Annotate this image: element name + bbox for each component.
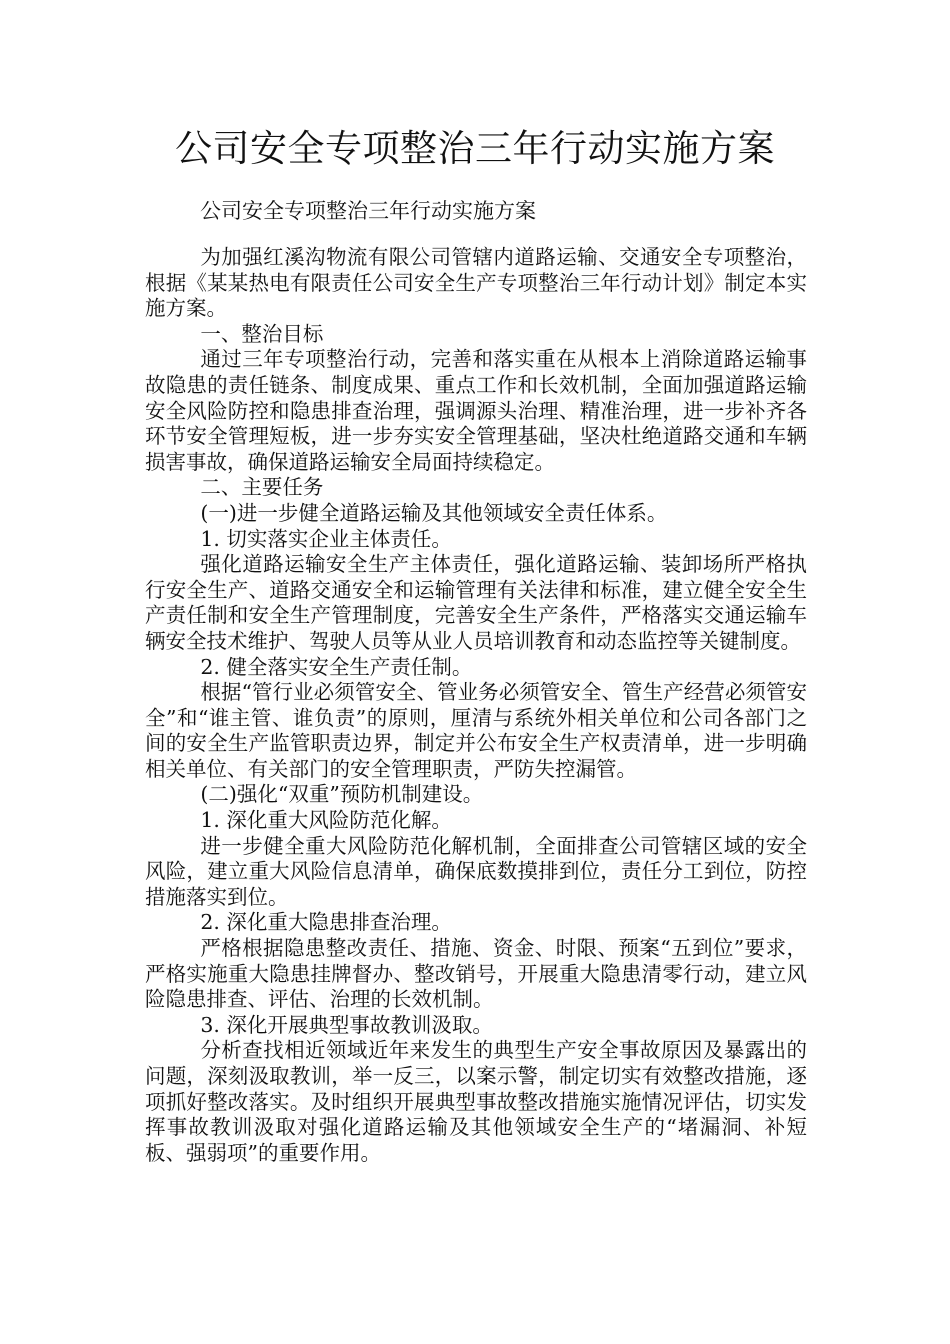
item-heading-responsibility-system: 2. 健全落实安全生产责任制。 xyxy=(200,654,473,679)
document-title: 公司安全专项整治三年行动实施方案 xyxy=(175,127,775,170)
paragraph-goals: 通过三年专项整治行动，完善和落实重在从根本上消除道路运输事故隐患的责任链条、制度成果、重点工作和长效机制，全面加强道路运输安全风险防控和隐患排查治理，强调源头治理、精准治理，进一步补齐各环节安全管理短板，进一步夯实安全管理基础，坚决杜绝道路交通和车辆损害事故，确保道路运输安全局面持续稳定。 xyxy=(145,347,807,474)
paragraph-enterprise: 强化道路运输安全生产主体责任，强化道路运输、装卸场所严格执行安全生产、道路交通安全和运输管理有关法律和标准，建立健全安全生产责任制和安全生产管理制度，完善安全生产条件，严格落实交通运输车辆安全技术维护、驾驶人员等从业人员培训教育和动态监控等关键制度。 xyxy=(145,552,807,653)
item-heading-enterprise: 1. 切实落实企业主体责任。 xyxy=(200,526,452,551)
document-body xyxy=(145,245,807,1166)
item-heading-major-risk: 1. 深化重大风险防范化解。 xyxy=(200,808,452,833)
item-heading-accident-lessons: 3. 深化开展典型事故教训汲取。 xyxy=(200,1012,493,1037)
intro-paragraph: 为加强红溪沟物流有限公司管辖内道路运输、交通安全专项整治，根据《某某热电有限责任公司安全生产专项整治三年行动计划》制定本实施方案。 xyxy=(145,245,807,321)
section-heading-tasks: 二、主要任务 xyxy=(200,475,324,500)
paragraph-responsibility-system: 根据“管行业必须管安全、管业务必须管安全、管生产经营必须管安全”和“谁主管、谁负责”的原则，厘清与系统外相关单位和公司各部门之间的安全生产监管职责边界，制定并公布安全生产权责清单，进一步明确相关单位、有关部门的安全管理职责，严防失控漏管。 xyxy=(145,680,807,781)
section-heading-goals: 一、整治目标 xyxy=(200,321,324,346)
paragraph-hidden-danger: 严格根据隐患整改责任、措施、资金、时限、预案“五到位”要求，严格实施重大隐患挂牌督办、整改销号，开展重大隐患清零行动，建立风险隐患排查、评估、治理的长效机制。 xyxy=(145,936,807,1012)
subsection-heading-prevention: (二)强化“双重”预防机制建设。 xyxy=(200,782,484,807)
paragraph-accident-lessons: 分析查找相近领域近年来发生的典型生产安全事故原因及暴露出的问题，深刻汲取教训，举一反三，以案示警，制定切实有效整改措施，逐项抓好整改落实。及时组织开展典型事故整改措施实施情况评估，切实发挥事故教训汲取对强化道路运输及其他领域安全生产的“堵漏洞、补短板、强弱项”的重要作用。 xyxy=(145,1038,807,1165)
item-heading-hidden-danger: 2. 深化重大隐患排查治理。 xyxy=(200,910,452,935)
document-subtitle: 公司安全专项整治三年行动实施方案 xyxy=(200,199,536,223)
paragraph-major-risk: 进一步健全重大风险防范化解机制，全面排查公司管辖区域的安全风险，建立重大风险信息清单，确保底数摸排到位，责任分工到位，防控措施落实到位。 xyxy=(145,833,807,909)
subsection-heading-responsibility: (一)进一步健全道路运输及其他领域安全责任体系。 xyxy=(200,500,668,525)
